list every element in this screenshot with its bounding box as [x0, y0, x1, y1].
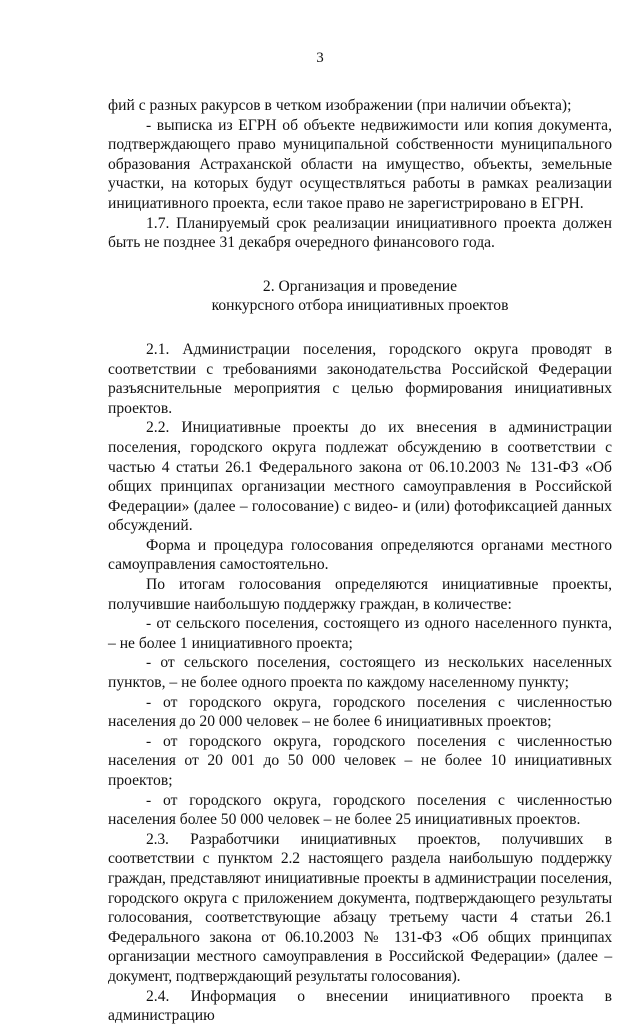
- list-item-urban-over-50000: - от городского округа, городского поселения с численностью населения более 50 000 человек – не более 25 инициативных проектов.: [108, 791, 612, 829]
- list-item-urban-20001-50000: - от городского округа, городского поселения с численностью населения от 20 001 до 50 000 человек – не более 10 инициативных проектов;: [108, 732, 612, 789]
- document-body: [108, 96, 612, 1026]
- paragraph-2-3: 2.3. Разработчики инициативных проектов, получивших в соответствии с пунктом 2.2 настоящего раздела наибольшую поддержку граждан, представляют инициативные проекты в администрации поселения, городского округа с приложением документа, подтверждающего результаты голосования, соответствующие абзацу третьему части 4 статьи 26.1 Федерального закона от 06.10.2003 № 131-ФЗ «Об общих принципах организации местного самоуправления в Российской Федерации» (далее – документ, подтверждающий результаты голосования).: [108, 830, 612, 985]
- paragraph-egrn-extract: - выписка из ЕГРН об объекте недвижимости или копия документа, подтверждающего право муниципальной собственности муниципального образования Астраханской области на имущество, объекты, земельные участки, на которых будут осуществляться работы в рамках реализации инициативного проекта, если такое право не зарегистрировано в ЕГРН.: [108, 116, 612, 212]
- list-item-rural-single: - от сельского поселения, состоящего из одного населенного пункта, – не более 1 инициативного проекта;: [108, 615, 612, 652]
- paragraph-2-4: 2.4. Информация о внесении инициативного проекта в администрацию: [108, 987, 612, 1025]
- page-number: 3: [316, 50, 324, 66]
- list-item-urban-under-20000: - от городского округа, городского поселения с численностью населения до 20 000 человек – не более 6 инициативных проектов;: [108, 693, 612, 731]
- paragraph-1-7: 1.7. Планируемый срок реализации инициативного проекта должен быть не позднее 31 декабря очередного финансового года.: [108, 214, 612, 252]
- paragraph-continuation: фий с разных ракурсов в четком изображении (при наличии объекта);: [108, 97, 572, 114]
- section-heading: [108, 277, 612, 316]
- section-heading-line-1: 2. Организация и проведение: [262, 277, 458, 295]
- paragraph-voting-results: По итогам голосования определяются инициативные проекты, получившие наибольшую поддержку граждан, в количестве:: [108, 576, 612, 613]
- section-heading-line-2: конкурсного отбора инициативных проектов: [211, 297, 509, 315]
- paragraph-2-1: 2.1. Администрации поселения, городского округа проводят в соответствии с требованиями законодательства Российской Федерации разъяснительные мероприятия с целью формирования инициативных проектов.: [108, 340, 612, 417]
- list-item-rural-multiple: - от сельского поселения, состоящего из нескольких населенных пунктов, – не более одного проекта по каждому населенному пункту;: [108, 654, 612, 692]
- paragraph-voting-form: Форма и процедура голосования определяются органами местного самоуправления самостоятельно.: [108, 536, 612, 574]
- paragraph-2-2: 2.2. Инициативные проекты до их внесения в администрации поселения, городского округа подлежат обсуждению в соответствии с частью 4 статьи 26.1 Федерального закона от 06.10.2003 № 131-ФЗ «Об общих принципах организации местного самоуправления в Российской Федерации» (далее – голосование) с видео- и (или) фотофиксацией данных обсуждений.: [108, 419, 612, 535]
